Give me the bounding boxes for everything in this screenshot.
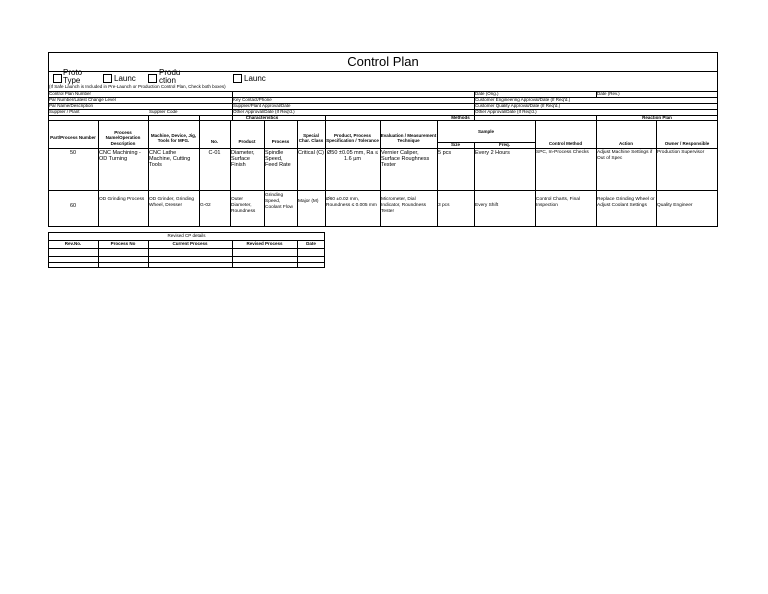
row2-control: Control Charts, Final Inspection	[536, 197, 580, 208]
col-freq: Freq.	[498, 142, 510, 148]
col-control-method: Control Method	[548, 141, 583, 147]
col-specification: Product, Process Specification / Tolerance	[326, 132, 379, 143]
rev-col-rev-no: Rev.No.	[64, 241, 82, 246]
row1-part: 50	[69, 150, 77, 156]
col-owner: Owner / Responsible	[664, 141, 710, 147]
row2-process: OD Grinding Process	[99, 197, 145, 202]
production-checkbox[interactable]	[148, 74, 157, 83]
row2-special: Major (M)	[298, 199, 319, 204]
date-orig-label: Date (Orig.)	[475, 91, 499, 96]
methods-header: Methods	[451, 115, 470, 121]
row1-size: 5 pcs	[438, 150, 452, 156]
row2-spec: Ø60 ±0.02 mm, Roundness ≤ 0.005 mm	[326, 197, 377, 208]
row2-product: Outer Diameter, Roundness	[231, 197, 256, 214]
row2-eval: Micrometer, Dial Indicator, Roundness Tester	[381, 197, 427, 214]
row1-spec: Ø50 ±0.05 mm, Ra ≤ 1.6 µm	[327, 150, 378, 162]
row2-action: Replace Grinding Wheel or Adjust Coolant Settings	[597, 197, 655, 208]
production-label: Produ ction	[159, 69, 181, 85]
proto-type-checkbox[interactable]	[53, 74, 62, 83]
reaction-plan-header: Reaction Plan	[642, 115, 672, 121]
col-part-number: Part/Process Number	[50, 135, 96, 141]
pre-launch-label: Launc	[114, 74, 136, 83]
divider	[48, 262, 325, 263]
row2-size: 3 pcs	[438, 203, 450, 208]
rev-col-current-process: Current Process	[172, 241, 208, 246]
row2-no: G-02	[200, 203, 211, 208]
other-approval-label-2: Other Approval/Date (If Req'd.)	[475, 109, 537, 114]
row1-owner: Production Supervisor	[657, 150, 705, 155]
pre-launch-checkbox[interactable]	[103, 74, 112, 83]
supplier-plant-label: Supplier / Plant	[49, 109, 80, 114]
proto-type-label: Proto Type	[63, 69, 83, 85]
customer-quality-approval-label: Customer Quality Approval/Date (If Req'd.)	[475, 103, 561, 108]
row1-product: Diameter, Surface Finish	[231, 150, 255, 168]
rev-col-revised-process: Revised Process	[246, 241, 283, 246]
key-contact-label: Key Contact/Phone	[233, 97, 272, 102]
col-machine: Machine, Device, Jig, Tools for MFG.	[150, 132, 197, 143]
rev-col-process-no: Process No	[110, 241, 136, 246]
safe-launch-checkbox[interactable]	[233, 74, 242, 83]
row1-action: Adjust Machine Settings if Out of Spec	[597, 150, 653, 161]
date-rev-label: Date (Rev.)	[597, 91, 620, 96]
safe-launch-label: Launc	[244, 74, 266, 83]
revision-title: Revised CP details	[167, 233, 206, 238]
row1-special: Critical (C)	[298, 150, 324, 156]
part-number-label: Par Number/Latest Change Level	[49, 97, 116, 102]
safe-launch-note: (If Safe Launch is Included in Pre-Launch or Production Control Plan, Check both boxes)	[49, 84, 226, 89]
customer-engineering-approval-label: Customer Engineering Approval/Date (If Req'd.)	[475, 97, 571, 102]
col-product: Product	[238, 139, 256, 145]
part-name-label: Par Name/Description	[49, 103, 94, 108]
sample-header: Sample	[477, 129, 494, 135]
row1-machine: CNC Lathe Machine, Cutting Tools	[149, 150, 191, 168]
row1-process: CNC Machining - OD Turning	[99, 150, 141, 162]
divider	[48, 256, 325, 257]
col-process-name: Process Name/Operation Description	[105, 130, 141, 146]
row2-part: 60	[69, 203, 77, 209]
supplier-code-label: Supplier Code	[149, 109, 178, 114]
col-action: Action	[619, 141, 633, 147]
col-no: No.	[210, 139, 219, 145]
rev-col-date: Date	[306, 241, 316, 246]
row1-eval: Vernier Caliper, Surface Roughness Tester	[381, 150, 430, 168]
row2-proc: Grinding Speed, Coolant Flow	[265, 193, 293, 210]
row2-freq: Every Shift	[475, 203, 499, 208]
characteristics-header: Characteristics	[245, 115, 279, 121]
other-approval-label: Other Approval/Date (If Req'd.)	[233, 109, 295, 114]
col-evaluation: Evaluation / Measurement Technique	[380, 132, 437, 143]
col-process: Process	[271, 139, 290, 145]
row2-machine: OD Grinder, Grinding Wheel, Dresser	[149, 197, 195, 208]
row2-owner: Quality Engineer	[657, 203, 693, 208]
control-plan-number-label: Control Plan Number	[49, 91, 92, 96]
row1-no: C-01	[208, 150, 221, 156]
row1-freq: Every 2 Hours	[475, 150, 510, 156]
supplier-plant-approval-label: Supplier/Plant Approval/Date	[233, 103, 291, 108]
page-title: Control Plan	[48, 52, 718, 72]
col-special-char: Special Char. Class	[298, 132, 324, 143]
col-size: Size	[450, 142, 460, 148]
divider	[48, 248, 325, 249]
row1-control: SPC, In-Process Checks	[536, 150, 589, 155]
row1-proc: Spindle Speed, Feed Rate	[265, 150, 291, 168]
